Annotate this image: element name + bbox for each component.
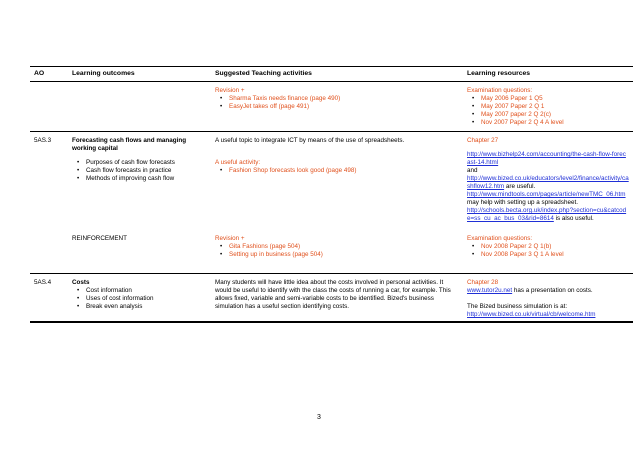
page-number: 3 (317, 414, 321, 421)
activities-cell (211, 82, 463, 132)
revision-list (215, 243, 459, 259)
link-becta[interactable]: http://schools.becta.org.uk/index.php?section=cu&catcode=ss_cu_ac_bus_03&rid=8614 (467, 207, 627, 222)
header-ao: AO (30, 67, 68, 82)
activities-cell (211, 274, 463, 323)
exam-questions-list (467, 243, 629, 259)
table-row (30, 274, 633, 323)
scheme-of-work-table (30, 66, 633, 323)
table-header-row (30, 67, 633, 82)
outcome-list (72, 287, 207, 311)
exam-questions-title: Examination questions: (467, 87, 533, 94)
chapter-label: Chapter 28 (467, 279, 499, 286)
header-resources: Learning resources (463, 67, 633, 82)
outcome-title: Costs (72, 279, 90, 286)
activity-text: Many students will have little idea about the costs involved in personal activities. It would be useful to identify with the class the costs of running a car, for example. This allows fixed, variable and semi-variable costs to be identified. Bized's business simulation has a useful section identifying costs. (215, 279, 451, 310)
revision-title: Revision + (215, 235, 245, 242)
outcomes-cell (68, 132, 211, 224)
outcomes-cell (68, 274, 211, 323)
reinforcement-label: REINFORCEMENT (72, 235, 127, 242)
and-text: and (467, 167, 478, 174)
list-item: • May 2007 Paper 2 Q 1 (481, 103, 629, 111)
header-activities: Suggested Teaching activities (211, 67, 463, 82)
resources-cell: Chapter 27 http://www.bizhelp24.com/accounting/the-cash-flow-forecast-14.html and http://www.bized.co.uk/educators/level2/finance/activity/cashflow12.htm are useful. http://www.mindtools.com/pages/article/newTMC_06.htm may help with setting up a spreadsheet. http://schools.becta.org.uk/index.php?section=cu&catcode=ss_cu_ac_bus_03&rid=8614 is also useful. (467, 137, 629, 222)
ao-code: 5AS.4 (30, 274, 68, 323)
list-item: • Setting up in business (page 504) (229, 251, 459, 259)
resources-cell (463, 223, 633, 274)
list-item: • May 2006 Paper 1 Q5 (481, 95, 629, 103)
ao-code: 5AS.3 (34, 137, 52, 144)
activity-text: A useful topic to integrate ICT by means of the use of spreadsheets. (215, 137, 405, 144)
activity-list (215, 167, 459, 175)
activities-cell (211, 132, 463, 224)
list-item: • Uses of cost information (86, 295, 207, 303)
list-item: • Methods of improving cash flow (86, 175, 207, 183)
header-outcomes: Learning outcomes (68, 67, 211, 82)
table-row (30, 82, 633, 132)
activity-label: A useful activity: (215, 159, 261, 166)
list-item: • Purposes of cash flow forecasts (86, 159, 207, 167)
list-item: • Fashion Shop forecasts look good (page 498) (229, 167, 459, 175)
reinforcement-cell (68, 223, 211, 274)
link-bized-simulation[interactable]: http://www.bized.co.uk/virtual/cb/welcome.htm (467, 311, 596, 318)
outcome-list (72, 159, 207, 183)
list-item: • Nov 2008 Paper 2 Q 1(b) (481, 243, 629, 251)
list-item: • Nov 2007 Paper 2 Q 4 A level (481, 119, 629, 127)
link-bizhelp24[interactable]: http://www.bizhelp24.com/accounting/the-cash-flow-forecast-14.html (467, 151, 626, 166)
exam-questions-title: Examination questions: (467, 235, 533, 242)
activities-cell (211, 223, 463, 274)
revision-list (215, 95, 459, 111)
table-row (30, 223, 633, 274)
link-mindtools[interactable]: http://www.mindtools.com/pages/article/newTMC_06.htm (467, 191, 626, 198)
link-tutor2u[interactable]: www.tutor2u.net (467, 287, 513, 294)
list-item: • May 2007 paper 2 Q 2(c) (481, 111, 629, 119)
simulation-text: The Bized business simulation is at: (467, 303, 568, 310)
list-item: • Break even analysis (86, 303, 207, 311)
list-item: • Sharma Taxis needs finance (page 490) (229, 95, 459, 103)
link-bized-cashflow[interactable]: http://www.bized.co.uk/educators/level2/finance/activity/cashflow12.htm (467, 175, 629, 190)
list-item: • EasyJet takes off (page 491) (229, 103, 459, 111)
revision-title: Revision + (215, 87, 245, 94)
list-item: • Cost information (86, 287, 207, 295)
list-item: • Cash flow forecasts in practice (86, 167, 207, 175)
list-item: • Gita Fashions (page 504) (229, 243, 459, 251)
chapter-label: Chapter 27 (467, 137, 499, 144)
table-row (30, 132, 633, 224)
list-item: • Nov 2008 Paper 3 Q 1 A level (481, 251, 629, 259)
outcome-title: Forecasting cash flows and managing working capital (72, 137, 187, 152)
resources-cell (463, 82, 633, 132)
exam-questions-list (467, 95, 629, 127)
resources-cell: Chapter 28 www.tutor2u.net has a presentation on costs. The Bized business simulation is at: http://www.bized.co.uk/virtual/cb/welcome.htm (463, 274, 633, 323)
